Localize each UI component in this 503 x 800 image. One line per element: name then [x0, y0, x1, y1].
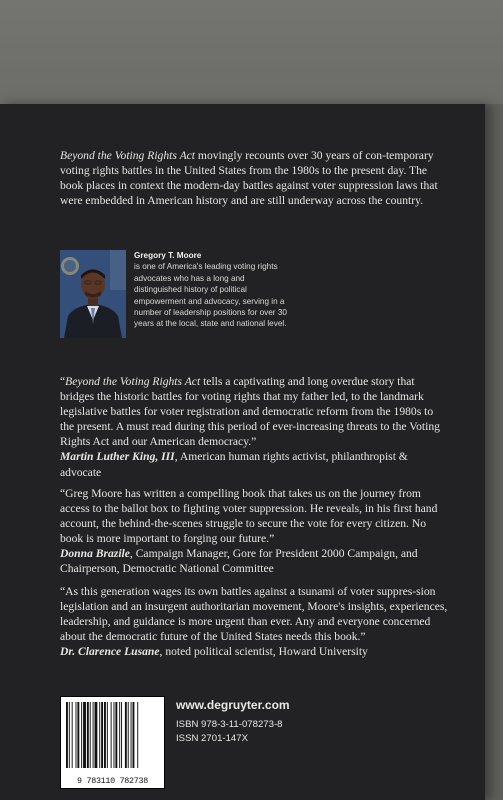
author-portrait-image	[60, 250, 126, 338]
isbn-number: ISBN 978-3-11-078273-8	[176, 719, 283, 730]
quote-open-mark: “	[60, 375, 66, 388]
author-name: Gregory T. Moore	[134, 251, 202, 260]
publisher-imprint	[176, 698, 290, 746]
quote-attribution-name: Martin Luther King, III	[60, 450, 175, 464]
quote-attribution-role: , American human rights activist, philanthropist & advocate	[60, 450, 408, 479]
background-top	[0, 0, 503, 104]
blurb-text: movingly recounts over 30 years of con-temporary voting rights battles in the United States from the 1980s to the present day. The book places in context the modern-day battles against voter suppression laws that were embedded in American history and are still underway across the country.	[60, 149, 438, 208]
quote-attribution-role: , Campaign Manager, Gore for President 2000 Campaign, and Chairperson, Democratic National Committee	[60, 547, 418, 576]
book-back-cover	[0, 104, 485, 800]
endorsement-quote	[60, 374, 448, 480]
endorsement-quote	[60, 584, 448, 659]
barcode-digits: 9 783110 782738	[77, 776, 148, 786]
author-photo	[60, 250, 126, 338]
blurb-book-title: Beyond the Voting Rights Act	[60, 149, 196, 162]
blurb-paragraph	[60, 148, 448, 208]
quote-attribution-name: Dr. Clarence Lusane	[60, 645, 160, 659]
quote-book-title: Beyond the Voting Rights Act	[65, 375, 201, 388]
publisher-url: www.degruyter.com	[176, 698, 290, 712]
isbn-barcode	[60, 696, 165, 789]
barcode-bars-icon	[61, 697, 164, 773]
quote-text: “As this generation wages its own battles against a tsunami of voter suppres-sion legislation and an insurgent authoritarian movement, Moore's insights, experiences, leadership, and guidance is more urgent than ever. Any and everyone concerned about the democratic future of the United States needs this book.”	[60, 585, 448, 644]
quote-attribution-role: , noted political scientist, Howard University	[159, 645, 368, 659]
quote-text: “Greg Moore has written a compelling book that takes us on the journey from access to the ballot box to fighting voter suppression. He reveals, in his first hand account, the behind-the-scenes struggle to secure the vote for every citizen. No book is more important to forging our future.”	[60, 487, 438, 546]
issn-number: ISSN 2701-147X	[176, 733, 248, 744]
quote-attribution-name: Donna Brazile	[60, 547, 130, 561]
author-bio-text: is one of America's leading voting rights advocates who has a long and distinguished history of political empowerment and advocacy, serving in a number of leadership positions for over 30 years at the local, state and national level.	[134, 262, 287, 329]
background-right-edge	[485, 104, 503, 800]
endorsement-quote	[60, 486, 448, 577]
quote-text: tells a captivating and long overdue story that bridges the historic battles for voting rights that my father led, to the landmark legislative battles for voter registration and democratic reform from the 1980s to the present. A must read during this period of ever-increasing threats to the Voting Rights Act and our American democracy.”	[60, 375, 440, 449]
author-bio	[134, 250, 294, 330]
